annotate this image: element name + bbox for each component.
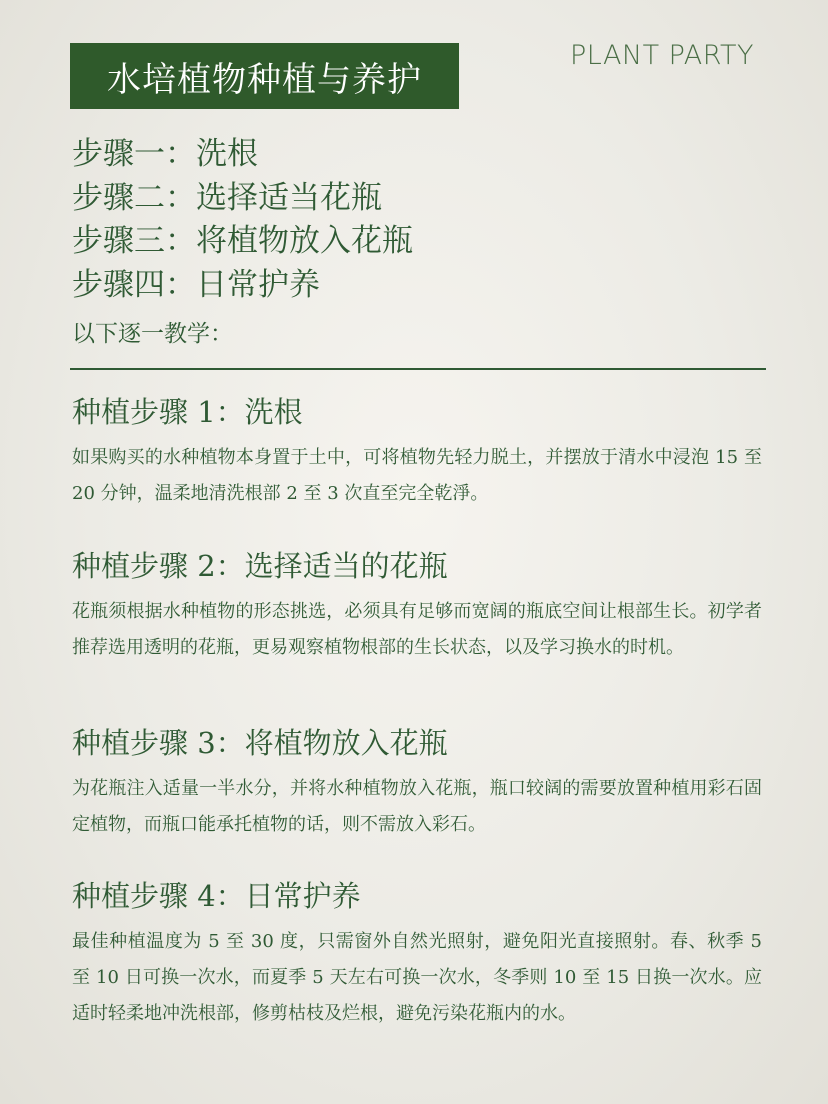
section-body: 最佳种植温度为 5 至 30 度，只需窗外自然光照射，避免阳光直接照射。春、秋季 5 至 10 日可换一次水，而夏季 5 天左右可换一次水，冬季则 10 至 15 日换一次水。应适时轻柔地冲洗根部，修剪枯枝及烂根，避免污染花瓶内的水。 [72,931,762,1024]
overview-step-2: 步骤二：选择适当花瓶 [72,179,382,216]
overview-step-3: 步骤三：将植物放入花瓶 [72,223,413,259]
section-body: 如果购买的水种植物本身置于土中，可将植物先轻力脱土，并摆放于清水中浸泡 15 至 20 分钟，温柔地清洗根部 2 至 3 次直至完全乾淨。 [72,447,762,504]
section-body: 花瓶须根据水种植物的形态挑选，必须具有足够而宽阔的瓶底空间让根部生长。初学者推荐选用透明的花瓶，更易观察植物根部的生长状态，以及学习换水的时机。 [72,601,762,658]
page-title: 水培植物种植与养护 [107,59,422,100]
section-heading: 种植步骤 2：选择适当的花瓶 [72,549,448,583]
section-step-1 [72,392,762,512]
intro-text: 以下逐一教学： [72,321,233,347]
brand-label: PLANT PARTY [570,40,754,71]
section-heading: 种植步骤 1：洗根 [72,395,303,429]
section-divider [70,368,766,370]
section-step-3 [72,723,762,843]
section-heading: 种植步骤 3：将植物放入花瓶 [72,726,448,760]
section-heading: 种植步骤 4：日常护养 [72,879,361,913]
section-step-4 [72,876,762,1032]
title-banner [70,43,459,109]
section-step-2 [72,546,762,666]
step-overview-list [72,133,413,307]
section-body: 为花瓶注入适量一半水分，并将水种植物放入花瓶，瓶口较阔的需要放置种植用彩石固定植物，而瓶口能承托植物的话，则不需放入彩石。 [72,778,762,835]
overview-step-4: 步骤四：日常护养 [72,266,320,303]
overview-step-1: 步骤一：洗根 [72,136,258,172]
